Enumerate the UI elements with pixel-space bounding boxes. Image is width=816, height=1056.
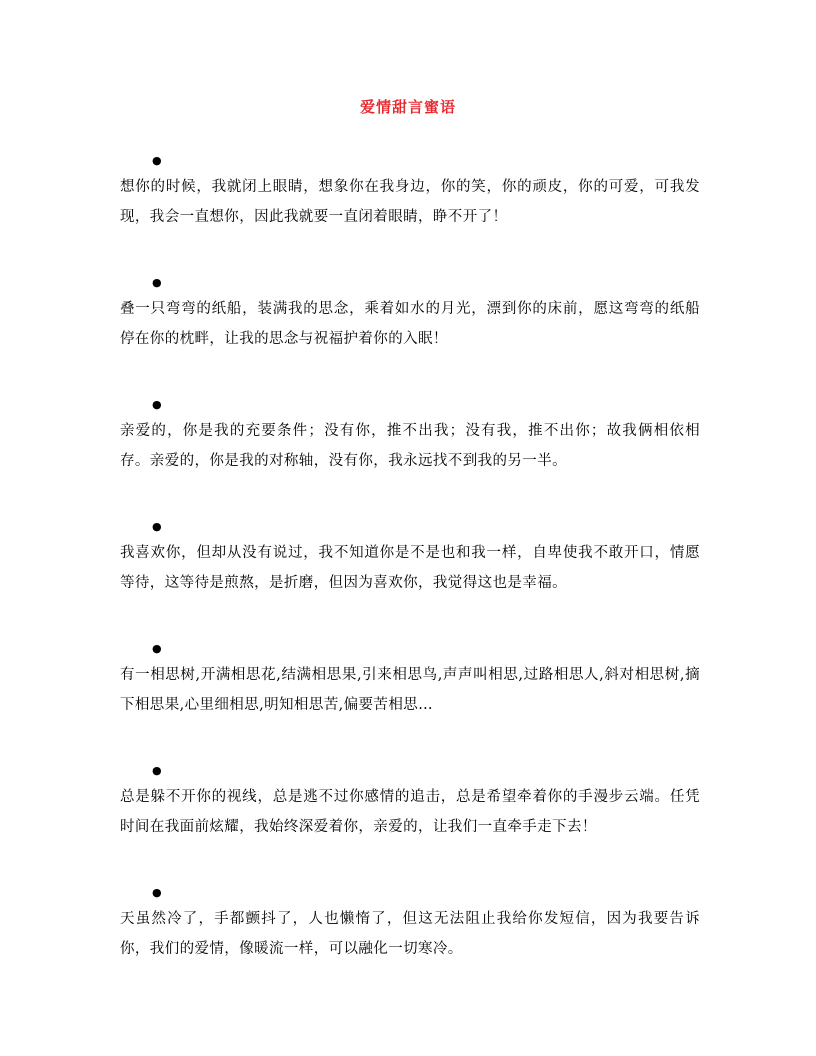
paragraph: 总是躲不开你的视线，总是逃不过你感情的追击，总是希望牵着你的手漫步云端。任凭时间在我面前炫耀，我始终深爱着你，亲爱的，让我们一直牵手走下去！: [120, 789, 700, 835]
bullet-icon: ●: [152, 520, 162, 533]
paragraph: 想你的时候，我就闭上眼睛，想象你在我身边，你的笑，你的顽皮，你的可爱，可我发现，我会一直想你，因此我就要一直闭着眼睛，睁不开了！: [120, 179, 700, 225]
paragraph: 我喜欢你，但却从没有说过，我不知道你是不是也和我一样，自卑使我不敢开口，情愿等待，这等待是煎熬，是折磨，但因为喜欢你，我觉得这也是幸福。: [120, 545, 700, 591]
list-item: [120, 516, 700, 598]
list-item: [120, 882, 700, 964]
bullet-icon: ●: [152, 886, 162, 899]
list-item: [120, 150, 700, 232]
document-body: [120, 150, 700, 1004]
bullet-icon: ●: [152, 276, 162, 289]
paragraph: 叠一只弯弯的纸船，装满我的思念，乘着如水的月光，漂到你的床前，愿这弯弯的纸船停在你的枕畔，让我的思念与祝福护着你的入眠！: [120, 301, 700, 347]
bullet-icon: ●: [152, 764, 162, 777]
list-item: [120, 394, 700, 476]
bullet-icon: ●: [152, 642, 162, 655]
list-item: [120, 638, 700, 720]
bullet-icon: ●: [152, 154, 162, 167]
paragraph: 亲爱的，你是我的充要条件；没有你，推不出我；没有我，推不出你；故我俩相依相存。亲爱的，你是我的对称轴，没有你，我永远找不到我的另一半。: [120, 423, 700, 469]
list-item: [120, 760, 700, 842]
bullet-icon: ●: [152, 398, 162, 411]
paragraph: 有一相思树,开满相思花,结满相思果,引来相思鸟,声声叫相思,过路相思人,斜对相思树,摘下相思果,心里细相思,明知相思苦,偏要苦相思…: [120, 667, 700, 713]
page-title: 爱情甜言蜜语: [359, 98, 456, 116]
list-item: [120, 272, 700, 354]
paragraph: 天虽然冷了，手都颤抖了，人也懒惰了，但这无法阻止我给你发短信，因为我要告诉你，我们的爱情，像暖流一样，可以融化一切寒冷。: [120, 911, 700, 957]
